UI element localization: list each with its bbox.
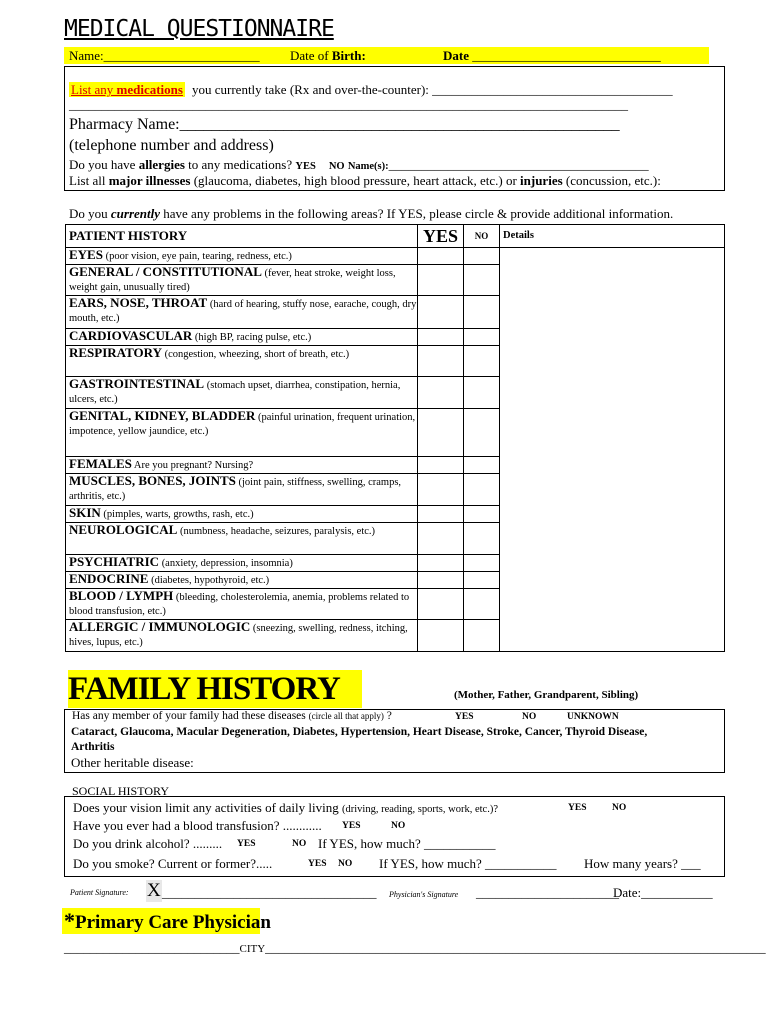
history-row-respiratory: RESPIRATORY (congestion, wheezing, short of breath, etc.): [66, 346, 418, 377]
patient-history-table: [65, 224, 725, 652]
yes-cell[interactable]: [418, 620, 464, 652]
history-row-endocrine: ENDOCRINE (diabetes, hypothyroid, etc.): [66, 572, 418, 589]
social-history-title: SOCIAL HISTORY: [72, 784, 170, 798]
smoke-no-option[interactable]: NO: [338, 859, 353, 869]
medications-line[interactable]: ______________________________________________________________________________________: [69, 97, 628, 112]
date-field[interactable]: Date _____________________________: [443, 48, 661, 63]
social-q-vision: Does your vision limit any activities of daily living (driving, reading, sports, work, etc.)?: [73, 800, 498, 815]
alcohol-no-option[interactable]: NO: [292, 839, 307, 849]
medications-prompt[interactable]: you currently take (Rx and over-the-counter): _____________________________________: [192, 82, 673, 97]
family-diseases-list[interactable]: Cataract, Glaucoma, Macular Degeneration, Diabetes, Hypertension, Heart Disease, Stroke, Cancer, Thyroid Disease,: [71, 726, 648, 738]
pcp-label: *Primary Care Physician: [64, 908, 271, 933]
smoke-amount-field[interactable]: If YES, how much? ___________: [379, 856, 557, 871]
no-cell[interactable]: [464, 620, 500, 652]
dob-label: Date of Birth:: [290, 48, 366, 63]
yes-cell[interactable]: [418, 409, 464, 457]
yes-cell[interactable]: [418, 506, 464, 523]
yes-cell[interactable]: [418, 589, 464, 620]
transfusion-yes-option[interactable]: YES: [342, 821, 361, 831]
history-row-ent: EARS, NOSE, THROAT (hard of hearing, stuffy nose, earache, cough, dry mouth, etc.): [66, 296, 418, 329]
alcohol-amount-field[interactable]: If YES, how much? ___________: [318, 836, 496, 851]
pcp-line[interactable]: ___________________________CITY_____________________________________________________________________________: [64, 940, 766, 955]
details-cell[interactable]: [500, 248, 725, 652]
alcohol-yes-option[interactable]: YES: [237, 839, 256, 849]
family-history-title: FAMILY HISTORY: [68, 670, 362, 708]
history-row-eyes: EYES (poor vision, eye pain, tearing, redness, etc.): [66, 248, 418, 265]
vision-yes-option[interactable]: YES: [568, 803, 587, 813]
social-q-alcohol: Do you drink alcohol? .........: [73, 836, 223, 851]
transfusion-no-option[interactable]: NO: [391, 821, 406, 831]
smoke-yes-option[interactable]: YES: [308, 859, 327, 869]
page-title: MEDICAL QUESTIONNAIRE: [64, 16, 334, 42]
family-unknown-option[interactable]: UNKNOWN: [567, 712, 619, 722]
social-q-transfusion: Have you ever had a blood transfusion? ............: [73, 818, 322, 833]
family-diseases-list-2[interactable]: Arthritis: [71, 741, 115, 753]
no-cell[interactable]: [464, 589, 500, 620]
yes-cell[interactable]: [418, 457, 464, 474]
no-cell[interactable]: [464, 377, 500, 409]
smoke-years-field[interactable]: How many years? ___: [584, 856, 701, 871]
yes-cell[interactable]: [418, 377, 464, 409]
history-row-females: FEMALES Are you pregnant? Nursing?: [66, 457, 418, 474]
current-problems-question: Do you currently have any problems in the following areas? If YES, please circle & provide additional information.: [69, 206, 674, 221]
medications-highlight: List any medications: [71, 82, 183, 97]
no-cell[interactable]: [464, 346, 500, 377]
patient-signature-label: Patient Signature:: [70, 888, 129, 897]
history-row-cardiovascular: CARDIOVASCULAR (high BP, racing pulse, etc.): [66, 329, 418, 346]
no-cell[interactable]: [464, 296, 500, 329]
family-question: Has any member of your family had these diseases (circle all that apply) ?: [72, 710, 392, 722]
history-row-muscles: MUSCLES, BONES, JOINTS (joint pain, stiffness, swelling, cramps, arthritis, etc.): [66, 474, 418, 506]
no-cell[interactable]: [464, 457, 500, 474]
family-relations-label: (Mother, Father, Grandparent, Sibling): [454, 689, 639, 701]
no-cell[interactable]: [464, 248, 500, 265]
col-header-category: PATIENT HISTORY: [66, 225, 418, 248]
yes-cell[interactable]: [418, 265, 464, 296]
family-yes-option[interactable]: YES: [455, 712, 474, 722]
history-row-neurological: NEUROLOGICAL (numbness, headache, seizures, paralysis, etc.): [66, 523, 418, 555]
vision-no-option[interactable]: NO: [612, 803, 627, 813]
no-cell[interactable]: [464, 572, 500, 589]
family-no-option[interactable]: NO: [522, 712, 537, 722]
signature-date-field[interactable]: Date:___________: [613, 885, 713, 900]
no-cell[interactable]: [464, 555, 500, 572]
no-cell[interactable]: [464, 265, 500, 296]
col-header-yes: YES: [418, 225, 464, 248]
no-cell[interactable]: [464, 506, 500, 523]
yes-cell[interactable]: [418, 329, 464, 346]
yes-cell[interactable]: [418, 523, 464, 555]
pharmacy-name-field[interactable]: Pharmacy Name:_______________________________________________________: [69, 116, 620, 133]
no-cell[interactable]: [464, 409, 500, 457]
col-header-details: Details: [500, 225, 725, 248]
history-row-general: GENERAL / CONSTITUTIONAL (fever, heat stroke, weight loss, weight gain, unusually tired): [66, 265, 418, 296]
yes-cell[interactable]: [418, 296, 464, 329]
no-cell[interactable]: [464, 523, 500, 555]
yes-cell[interactable]: [418, 555, 464, 572]
no-cell[interactable]: [464, 329, 500, 346]
signature-x-mark: X: [147, 880, 161, 901]
history-row-gastrointestinal: GASTROINTESTINAL (stomach upset, diarrhea, constipation, hernia, ulcers, etc.): [66, 377, 418, 409]
history-row-blood: BLOOD / LYMPH (bleeding, cholesterolemia, anemia, problems related to blood transfusion, etc.): [66, 589, 418, 620]
history-row-psychiatric: PSYCHIATRIC (anxiety, depression, insomnia): [66, 555, 418, 572]
history-row-allergic: ALLERGIC / IMMUNOLOGIC (sneezing, swelling, redness, itching, hives, lupus, etc.): [66, 620, 418, 652]
yes-cell[interactable]: [418, 248, 464, 265]
col-header-no: NO: [464, 225, 500, 248]
physician-signature-label: Physician's Signature: [389, 890, 459, 899]
yes-cell[interactable]: [418, 572, 464, 589]
yes-cell[interactable]: [418, 346, 464, 377]
no-cell[interactable]: [464, 474, 500, 506]
yes-cell[interactable]: [418, 474, 464, 506]
physician-signature-field[interactable]: ______________________: [476, 885, 619, 900]
allergies-question[interactable]: Do you have allergies to any medications? YES NO Name(s):________________________________________: [69, 157, 649, 172]
other-heritable-field[interactable]: Other heritable disease:: [71, 755, 194, 770]
history-row-genital: GENITAL, KIDNEY, BLADDER (painful urination, frequent urination, impotence, yellow jaundice, etc.): [66, 409, 418, 457]
history-row-skin: SKIN (pimples, warts, growths, rash, etc.): [66, 506, 418, 523]
patient-signature-field[interactable]: _________________________________: [162, 885, 377, 900]
pharmacy-phone-label: (telephone number and address): [69, 137, 274, 154]
name-field[interactable]: Name:________________________: [69, 48, 260, 63]
illnesses-question[interactable]: List all major illnesses (glaucoma, diabetes, high blood pressure, heart attack, etc.) or injuries (concussion, etc.):: [69, 173, 661, 188]
social-q-smoke: Do you smoke? Current or former?.....: [73, 856, 273, 871]
